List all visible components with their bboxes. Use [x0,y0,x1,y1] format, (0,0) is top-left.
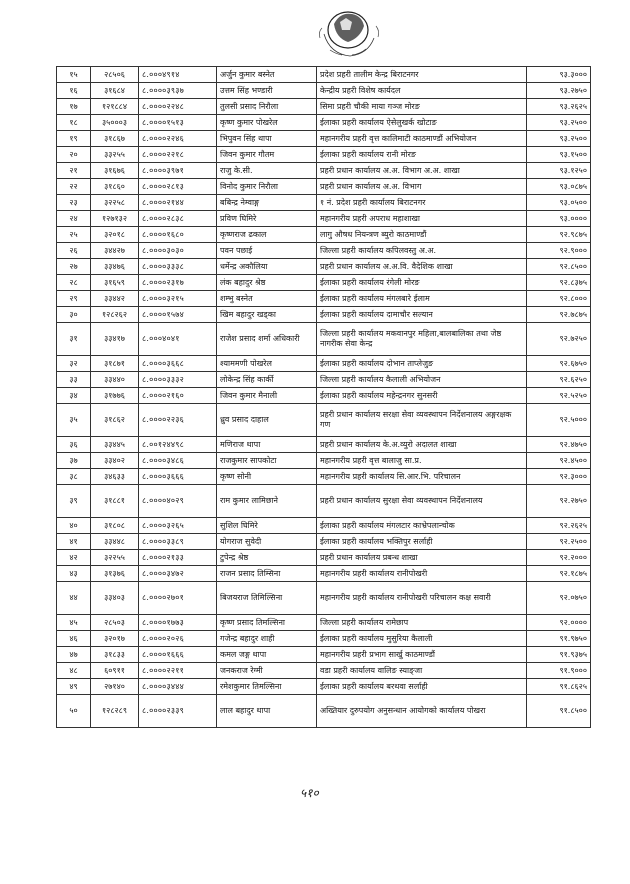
score-cell: ९३.३००० [527,67,591,83]
candidate-name-cell: बबिन्द्र नेम्वाङ्ग [217,195,317,211]
serial-number-cell: २५ [57,227,91,243]
candidate-name-cell: कृष्णराज ढकाल [217,227,317,243]
table-row [57,115,591,131]
office-cell: १ नं. प्रदेश प्रहरी कार्यालय बिराटनगर [317,195,527,211]
office-cell: ईलाका प्रहरी कार्यालय ऐसेलुखर्क खोटाङ [317,115,527,131]
candidate-name-cell: कमल जङ्ग थापा [217,647,317,663]
table-row [57,163,591,179]
score-cell: ९३.२६२५ [527,99,591,115]
candidate-name-cell: शम्भु बस्नेत [217,291,317,307]
office-cell: प्रहरी प्रधान कार्यालय सरक्षा सेवा व्यवस्थापन निर्देशनालय अङ्गरक्षक गण [317,404,527,437]
candidate-name-cell: राजेश प्रसाद शर्मा अधिकारी [217,323,317,356]
table-row [57,307,591,323]
table-row [57,469,591,485]
score-cell: ९२.७२५० [527,323,591,356]
serial-number-cell: २६ [57,243,91,259]
office-cell: प्रहरी प्रधान कार्यालय प्रबन्ध शाखा [317,550,527,566]
roll-number-cell: ३३२५५ [91,147,139,163]
score-cell: ९२.६२५० [527,372,591,388]
score-cell: ९२.९००० [527,243,591,259]
table-row [57,534,591,550]
table-row [57,67,591,83]
roll-number-cell: ३४४२७ [91,243,139,259]
roll-number-cell: २७१४० [91,679,139,695]
office-cell: ईलाका प्रहरी कार्यालय मंगलबारे ईलाम [317,291,527,307]
symbol-code-cell: ८.००००२२४८ [139,99,217,115]
score-cell: ९२.३००० [527,469,591,485]
serial-number-cell: १७ [57,99,91,115]
roll-number-cell: ३१७७६ [91,388,139,404]
candidate-name-cell: टुपेन्द्र श्रेष्ठ [217,550,317,566]
candidate-name-cell: जिवन कुमार मैनाली [217,388,317,404]
symbol-code-cell: ८.००००३६६६ [139,469,217,485]
serial-number-cell: ४१ [57,534,91,550]
serial-number-cell: २३ [57,195,91,211]
table-row [57,518,591,534]
roll-number-cell: ३३४४२ [91,291,139,307]
score-cell: ९१.९७५० [527,631,591,647]
serial-number-cell: ४४ [57,582,91,615]
symbol-code-cell: ८.००००२०२६ [139,631,217,647]
table-row [57,323,591,356]
serial-number-cell: २४ [57,211,91,227]
table-row [57,615,591,631]
office-cell: ईलाका प्रहरी कार्यालय दोभान ताप्लेजुङ [317,356,527,372]
roll-number-cell: ३१६५९ [91,275,139,291]
roll-number-cell: ३१८३३ [91,647,139,663]
table-row [57,566,591,582]
score-cell: ९२.२००० [527,550,591,566]
office-cell: प्रहरी प्रधान कार्यालय के.अ.व्युरो अदालत शाखा [317,437,527,453]
serial-number-cell: १८ [57,115,91,131]
candidate-name-cell: मणिराज थापा [217,437,317,453]
serial-number-cell: २० [57,147,91,163]
office-cell: अख्तियार दुरुपयोग अनुसन्धान आयोगको कार्यालय पोखरा [317,695,527,728]
serial-number-cell: ३० [57,307,91,323]
score-cell: ९२.१८७५ [527,566,591,582]
symbol-code-cell: ८.००००४०२९ [139,485,217,518]
serial-number-cell: २१ [57,163,91,179]
candidate-name-cell: लोकेन्द्र सिंह कार्की [217,372,317,388]
office-cell: प्रदेश प्रहरी तालीम केन्द्र बिराटनगर [317,67,527,83]
roll-number-cell: १२१८८४ [91,99,139,115]
score-cell: ९२.९८७५ [527,227,591,243]
office-cell: महानगरीय प्रहरी प्रभाग सार्खु काठमाण्डौं [317,647,527,663]
symbol-code-cell: ८.००००१६८० [139,227,217,243]
symbol-code-cell: ८.००००१६६६ [139,647,217,663]
serial-number-cell: ४३ [57,566,91,582]
roll-number-cell: ३१८६७ [91,131,139,147]
symbol-code-cell: ८.००००३४८६ [139,453,217,469]
score-cell: ९२.८३७५ [527,275,591,291]
symbol-code-cell: ८.००००३३३२ [139,372,217,388]
symbol-code-cell: ८.००००१७७३ [139,615,217,631]
symbol-code-cell: ८.००००२३१७ [139,275,217,291]
office-cell: लागु औषध नियन्त्रण ब्युरो काठमाण्डौं [317,227,527,243]
nepal-police-emblem-seal [300,4,390,66]
table-row [57,437,591,453]
serial-number-cell: ३२ [57,356,91,372]
score-cell: ९२.२५०० [527,534,591,550]
merit-list-body [57,67,591,728]
serial-number-cell: ३१ [57,323,91,356]
roll-number-cell: ३५०००३ [91,115,139,131]
roll-number-cell: ३२०१८ [91,227,139,243]
roll-number-cell: ३१६७६ [91,163,139,179]
serial-number-cell: ४७ [57,647,91,663]
symbol-code-cell: ८.००००२८१३ [139,179,217,195]
table-row [57,131,591,147]
symbol-code-cell: ८.००००२८३८ [139,211,217,227]
score-cell: ९३.०८७५ [527,179,591,195]
roll-number-cell: ३३४४५ [91,437,139,453]
roll-number-cell: ३४६३३ [91,469,139,485]
candidate-name-cell: अर्जुन कुमार बस्नेत [217,67,317,83]
roll-number-cell: ३१६८४ [91,83,139,99]
symbol-code-cell: ८.००००२२११ [139,663,217,679]
roll-number-cell: ३३४४० [91,372,139,388]
score-cell: ९२.४७५० [527,437,591,453]
roll-number-cell: ३१८७१ [91,356,139,372]
score-cell: ९२.८५०० [527,259,591,275]
table-row [57,275,591,291]
table-row [57,83,591,99]
score-cell: ९२.०७५० [527,582,591,615]
serial-number-cell: ५० [57,695,91,728]
score-cell: ९२.७८७५ [527,307,591,323]
office-cell: महानगरीय प्रहरी कार्यालय रानीपोखरी [317,566,527,582]
symbol-code-cell: ८.००००३६६८ [139,356,217,372]
roll-number-cell: १२८२८९ [91,695,139,728]
score-cell: ९२.०००० [527,615,591,631]
candidate-name-cell: खिम बहादुर खड्का [217,307,317,323]
roll-number-cell: ६०९११ [91,663,139,679]
symbol-code-cell: ८.००००१५१३ [139,115,217,131]
score-cell: ९२.५००० [527,404,591,437]
roll-number-cell: २८५०३ [91,615,139,631]
office-cell: ईलाका प्रहरी कार्यालय बरथवा सर्लाही [317,679,527,695]
serial-number-cell: १६ [57,83,91,99]
score-cell: ९२.२६२५ [527,518,591,534]
candidate-name-cell: योगराज सुवेदी [217,534,317,550]
table-row [57,550,591,566]
office-cell: महानगरीय प्रहरी अपराध महाशाखा [317,211,527,227]
table-row [57,647,591,663]
table-row [57,485,591,518]
page-number: ५१० [300,786,319,800]
serial-number-cell: १९ [57,131,91,147]
candidate-name-cell: कृष्ण कुमार पोखरेल [217,115,317,131]
roll-number-cell: ३१८८१ [91,485,139,518]
symbol-code-cell: ८.००००२२३६ [139,404,217,437]
score-cell: ९१.८६२५ [527,679,591,695]
office-cell: जिल्ला प्रहरी कार्यालय कैलाली अभियोजन [317,372,527,388]
serial-number-cell: २८ [57,275,91,291]
symbol-code-cell: ८.००००३९३७ [139,83,217,99]
candidate-name-cell: तुलसी प्रसाद निरौला [217,99,317,115]
table-row [57,695,591,728]
candidate-name-cell: बिजयराज तिमिल्सिना [217,582,317,615]
serial-number-cell: ४२ [57,550,91,566]
office-cell: ईलाका प्रहरी कार्यालय रंगेली मोरङ [317,275,527,291]
symbol-code-cell: ८.००००३०३० [139,243,217,259]
symbol-code-cell: ८.००१२४४९८ [139,437,217,453]
symbol-code-cell: ८.००००२१४४ [139,195,217,211]
roll-number-cell: ३१८६२ [91,404,139,437]
office-cell: प्रहरी प्रधान कार्यालय अ.अ.वि. वैदेशिक शाखा [317,259,527,275]
score-cell: ९१.९३७५ [527,647,591,663]
serial-number-cell: ३५ [57,404,91,437]
symbol-code-cell: ८.००००२१३३ [139,550,217,566]
candidate-name-cell: विनोद कुमार निरौला [217,179,317,195]
score-cell: ९२.८००० [527,291,591,307]
table-row [57,453,591,469]
score-cell: ९१.८५०० [527,695,591,728]
serial-number-cell: ३७ [57,453,91,469]
score-cell: ९१.९००० [527,663,591,679]
roll-number-cell: ३३४७६ [91,259,139,275]
symbol-code-cell: ८.००००३३३८ [139,259,217,275]
roll-number-cell: २८५०६ [91,67,139,83]
candidate-name-cell: राम कुमार लामिछाने [217,485,317,518]
serial-number-cell: १५ [57,67,91,83]
score-cell: ९२.२७५० [527,485,591,518]
candidate-name-cell: भिपुवन सिंह थापा [217,131,317,147]
office-cell: महानगरीय प्रहरी वृत्त कालिमाटी काठमाण्डौं अभियोजन [317,131,527,147]
office-cell: ईलाका प्रहरी कार्यालय मंगलटार काभ्रेपलान्चोक [317,518,527,534]
table-row [57,663,591,679]
candidate-name-cell: सुशिल घिमिरे [217,518,317,534]
score-cell: ९३.१२५० [527,163,591,179]
table-row [57,356,591,372]
office-cell: केन्द्रीय प्रहरी विशेष कार्यदल [317,83,527,99]
merit-list-table [56,66,591,728]
roll-number-cell: ३१८०८ [91,518,139,534]
candidate-name-cell: लंक बहादुर श्रेष्ठ [217,275,317,291]
table-row [57,631,591,647]
table-row [57,291,591,307]
symbol-code-cell: ८.००००३३८९ [139,534,217,550]
table-row [57,179,591,195]
table-row [57,243,591,259]
roll-number-cell: ३२०१७ [91,631,139,647]
serial-number-cell: २२ [57,179,91,195]
roll-number-cell: ३१३७६ [91,566,139,582]
roll-number-cell: ३२२५८ [91,195,139,211]
symbol-code-cell: ८.००००२१६० [139,388,217,404]
score-cell: ९२.५२५० [527,388,591,404]
serial-number-cell: २७ [57,259,91,275]
table-row [57,99,591,115]
table-row [57,227,591,243]
candidate-name-cell: उत्तम सिंह भण्डारी [217,83,317,99]
candidate-name-cell: जिवन कुमार गौतम [217,147,317,163]
candidate-name-cell: राजकुमार सापकोटा [217,453,317,469]
office-cell: ईलाका प्रहरी कार्यालय महेन्द्रनगर सुनसरी [317,388,527,404]
table-row [57,679,591,695]
symbol-code-cell: ८.००००२३३९ [139,695,217,728]
table-row [57,259,591,275]
candidate-name-cell: कृष्ण सोनी [217,469,317,485]
serial-number-cell: ४६ [57,631,91,647]
score-cell: ९२.६७५० [527,356,591,372]
roll-number-cell: ३३४०२ [91,453,139,469]
office-cell: ईलाका प्रहरी कार्यालय दामाचौर सल्यान [317,307,527,323]
serial-number-cell: ३९ [57,485,91,518]
office-cell: प्रहरी प्रधान कार्यालय अ.अ. विभाग अ.अ. शाखा [317,163,527,179]
candidate-name-cell: लाल बहादुर थापा [217,695,317,728]
table-row [57,372,591,388]
score-cell: ९३.०००० [527,211,591,227]
office-cell: महानगरीय प्रहरी वृत्त बालाजु सा.प्र. [317,453,527,469]
candidate-name-cell: ध्रुव प्रसाद दाहाल [217,404,317,437]
office-cell: प्रहरी प्रधान कार्यालय अ.अ. विभाग [317,179,527,195]
candidate-name-cell: जनकराज रेग्मी [217,663,317,679]
serial-number-cell: ३६ [57,437,91,453]
candidate-name-cell: धर्मेन्द्र अकौलिया [217,259,317,275]
roll-number-cell: १२८२६२ [91,307,139,323]
roll-number-cell: १२७१३२ [91,211,139,227]
office-cell: महानगरीय प्रहरी कार्यालय रानीपोखरी परिचालन कक्ष सवारी [317,582,527,615]
candidate-name-cell: प्रविण घिमिरे [217,211,317,227]
symbol-code-cell: ८.००००१५७४ [139,307,217,323]
office-cell: वडा प्रहरी कार्यालय वालिङ स्याङ्जा [317,663,527,679]
candidate-name-cell: कृष्ण प्रसाद तिमल्सिना [217,615,317,631]
table-row [57,582,591,615]
symbol-code-cell: ८.००००२२१८ [139,147,217,163]
office-cell: जिल्ला प्रहरी कार्यालय कपिलवस्तु अ.अ. [317,243,527,259]
symbol-code-cell: ८.००००२७०१ [139,582,217,615]
office-cell: सिमा प्रहरी चौकी माया गञ्ज मोरङ [317,99,527,115]
score-cell: ९३.१५०० [527,147,591,163]
score-cell: ९३.०५०० [527,195,591,211]
serial-number-cell: ४० [57,518,91,534]
serial-number-cell: ४९ [57,679,91,695]
table-row [57,211,591,227]
symbol-code-cell: ८.००००२२४६ [139,131,217,147]
serial-number-cell: ४५ [57,615,91,631]
symbol-code-cell: ८.००००३२१५ [139,291,217,307]
office-cell: महानगरीय प्रहरी कार्यालय सि.आर.भि. परिचालन [317,469,527,485]
symbol-code-cell: ८.०००४०४१ [139,323,217,356]
candidate-name-cell: श्याममणी पोखरेल [217,356,317,372]
score-cell: ९३.२५०० [527,115,591,131]
roll-number-cell: ३३४०३ [91,582,139,615]
roll-number-cell: ३३४१७ [91,323,139,356]
table-row [57,404,591,437]
candidate-name-cell: पवन पछाई [217,243,317,259]
serial-number-cell: ३३ [57,372,91,388]
candidate-name-cell: राजु के.सी. [217,163,317,179]
candidate-name-cell: रमेशकुमार तिमल्सिना [217,679,317,695]
table-row [57,195,591,211]
symbol-code-cell: ८.०००४९१४ [139,67,217,83]
score-cell: ९२.४५०० [527,453,591,469]
roll-number-cell: ३१८६० [91,179,139,195]
roll-number-cell: ३२२५५ [91,550,139,566]
office-cell: जिल्ला प्रहरी कार्यालय मकवानपुर महिला,बालबालिका तथा जेष्ठ नागरीक सेवा केन्द्र [317,323,527,356]
table-row [57,388,591,404]
serial-number-cell: ४८ [57,663,91,679]
office-cell: जिल्ला प्रहरी कार्यालय रामेछाप [317,615,527,631]
serial-number-cell: ३८ [57,469,91,485]
office-cell: ईलाका प्रहरी कार्यालय रानी मोरङ [317,147,527,163]
office-cell: ईलाका प्रहरी कार्यालय भक्तिपुर सर्लाही [317,534,527,550]
roll-number-cell: ३३४४८ [91,534,139,550]
office-cell: ईलाका प्रहरी कार्यालय मुसुरिया कैलाली [317,631,527,647]
score-cell: ९३.२५०० [527,131,591,147]
symbol-code-cell: ८.००००३२६५ [139,518,217,534]
serial-number-cell: २९ [57,291,91,307]
score-cell: ९३.२७५० [527,83,591,99]
symbol-code-cell: ८.००००३४७२ [139,566,217,582]
symbol-code-cell: ८.००००३९७१ [139,163,217,179]
table-row [57,147,591,163]
candidate-name-cell: गजेन्द्र बहादुर शाही [217,631,317,647]
candidate-name-cell: राजन प्रसाद तिम्सिना [217,566,317,582]
symbol-code-cell: ८.००००३४४४ [139,679,217,695]
serial-number-cell: ३४ [57,388,91,404]
office-cell: प्रहरी प्रधान कार्यालय सुरक्षा सेवा व्यवस्थापन निर्देशनालय [317,485,527,518]
